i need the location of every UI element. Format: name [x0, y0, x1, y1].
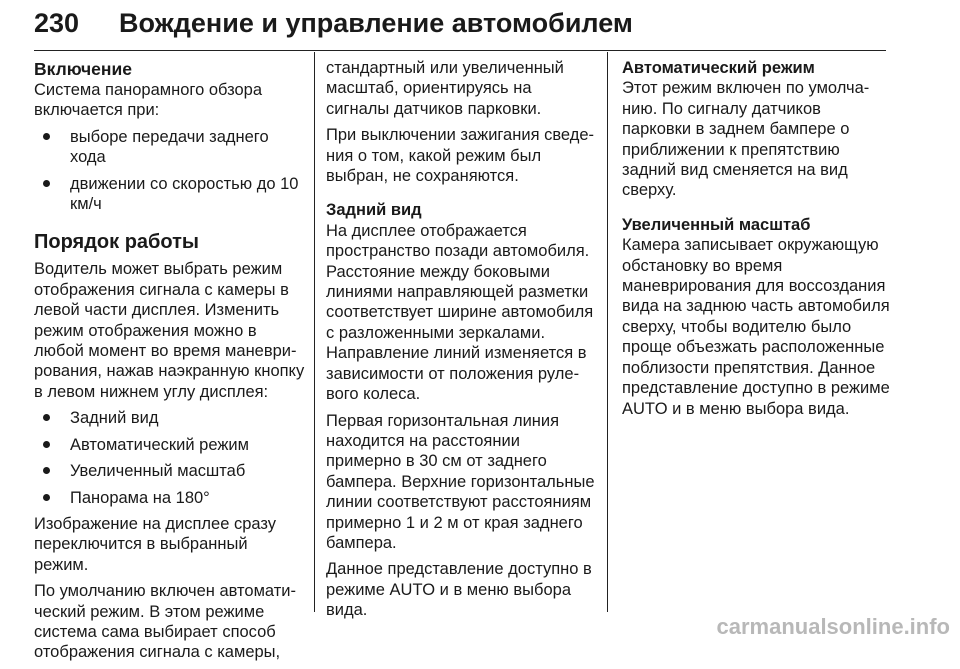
bullet-icon [43, 133, 50, 140]
bullet-icon [43, 494, 50, 501]
heading-auto-mode: Автоматический режим [622, 59, 815, 77]
procedure-text: Водитель может выбрать режим отображения сигнала с камеры в левой части дисплея. Изменить режим отображения можно в любой момент во время маневрирования, нажав наэкранную кнопку в левом нижнем углу дисплея: [34, 260, 305, 401]
column-3 [622, 58, 894, 425]
header-divider [34, 50, 886, 51]
heading-rear-view: Задний вид [326, 201, 422, 220]
heading-procedure: Порядок работы [34, 231, 199, 254]
watermark: carmanualsonline.info [716, 614, 950, 639]
zoom-text: Камера записывает окружающую обстановку во время маневрирования для воссоздания вида на заднюю часть автомобиля сверху, чтобы водителю было проще объезжать расположенные поблизости препятствия. Данное представление доступно в режиме AUTO и в меню выбора вида. [622, 236, 890, 418]
enable-list [34, 127, 306, 215]
auto-mode-text: Этот режим включен по умолчанию. По сигналу датчиков парковки в заднем бампере о приближении к препятствию задний вид сменяется на вид сверху. [622, 79, 870, 200]
heading-zoom: Увеличенный масштаб [622, 215, 811, 234]
column-2 [326, 58, 598, 627]
rear-view-text-1: На дисплее отображается пространство позади автомобиля. Расстояние между боковыми линиями направляющей разметки соответствует ширине автомобиля с разложенными зеркалами. Направление линий изменяется в зависимости от положения рулевого колеса. [326, 221, 594, 404]
list-item: Автоматический режим [34, 435, 306, 455]
rear-view-text-3: Данное представление доступно в режиме AUTO и в меню выбора вида. [326, 560, 592, 620]
switch-text: Изображение на дисплее сразу переключится в выбранный режим. [34, 514, 277, 574]
list-item: Задний вид [34, 408, 306, 428]
continued-text: стандартный или увеличенный масштаб, ориентируясь на сигналы датчиков парковки. [326, 59, 564, 118]
page-number: 230 [34, 8, 80, 38]
list-item: Панорама на 180° [34, 488, 306, 508]
bullet-icon [43, 180, 50, 187]
bullet-icon [43, 467, 50, 474]
column-divider-1 [314, 52, 315, 612]
enable-intro: Система панорамного обзора включается при: [34, 81, 263, 120]
column-divider-2 [607, 52, 608, 612]
list-item: выборе передачи заднего хода [34, 127, 306, 168]
list-item: движении со скоростью до 10 км/ч [34, 174, 306, 215]
ignition-text: При выключении зажигания сведения о том, какой режим был выбран, не сохраняются. [326, 126, 595, 186]
bullet-icon [43, 441, 50, 448]
list-item: Увеличенный масштаб [34, 461, 306, 481]
default-text: По умолчанию включен автоматический режим. В этом режиме система сама выбирает способ отображения сигнала с камеры, [34, 582, 297, 662]
column-1 [34, 58, 306, 669]
page-title: Вождение и управление автомобилем [119, 8, 633, 38]
heading-enable: Включение [34, 59, 132, 79]
page-header [34, 6, 886, 46]
modes-list [34, 408, 306, 508]
rear-view-text-2: Первая горизонтальная линия находится на расстоянии примерно в 30 см от заднего бампера. Верхние горизонтальные линии соответствуют расстояниям примерно 1 и 2 м от края заднего бампера. [326, 411, 595, 552]
bullet-icon [43, 414, 50, 421]
